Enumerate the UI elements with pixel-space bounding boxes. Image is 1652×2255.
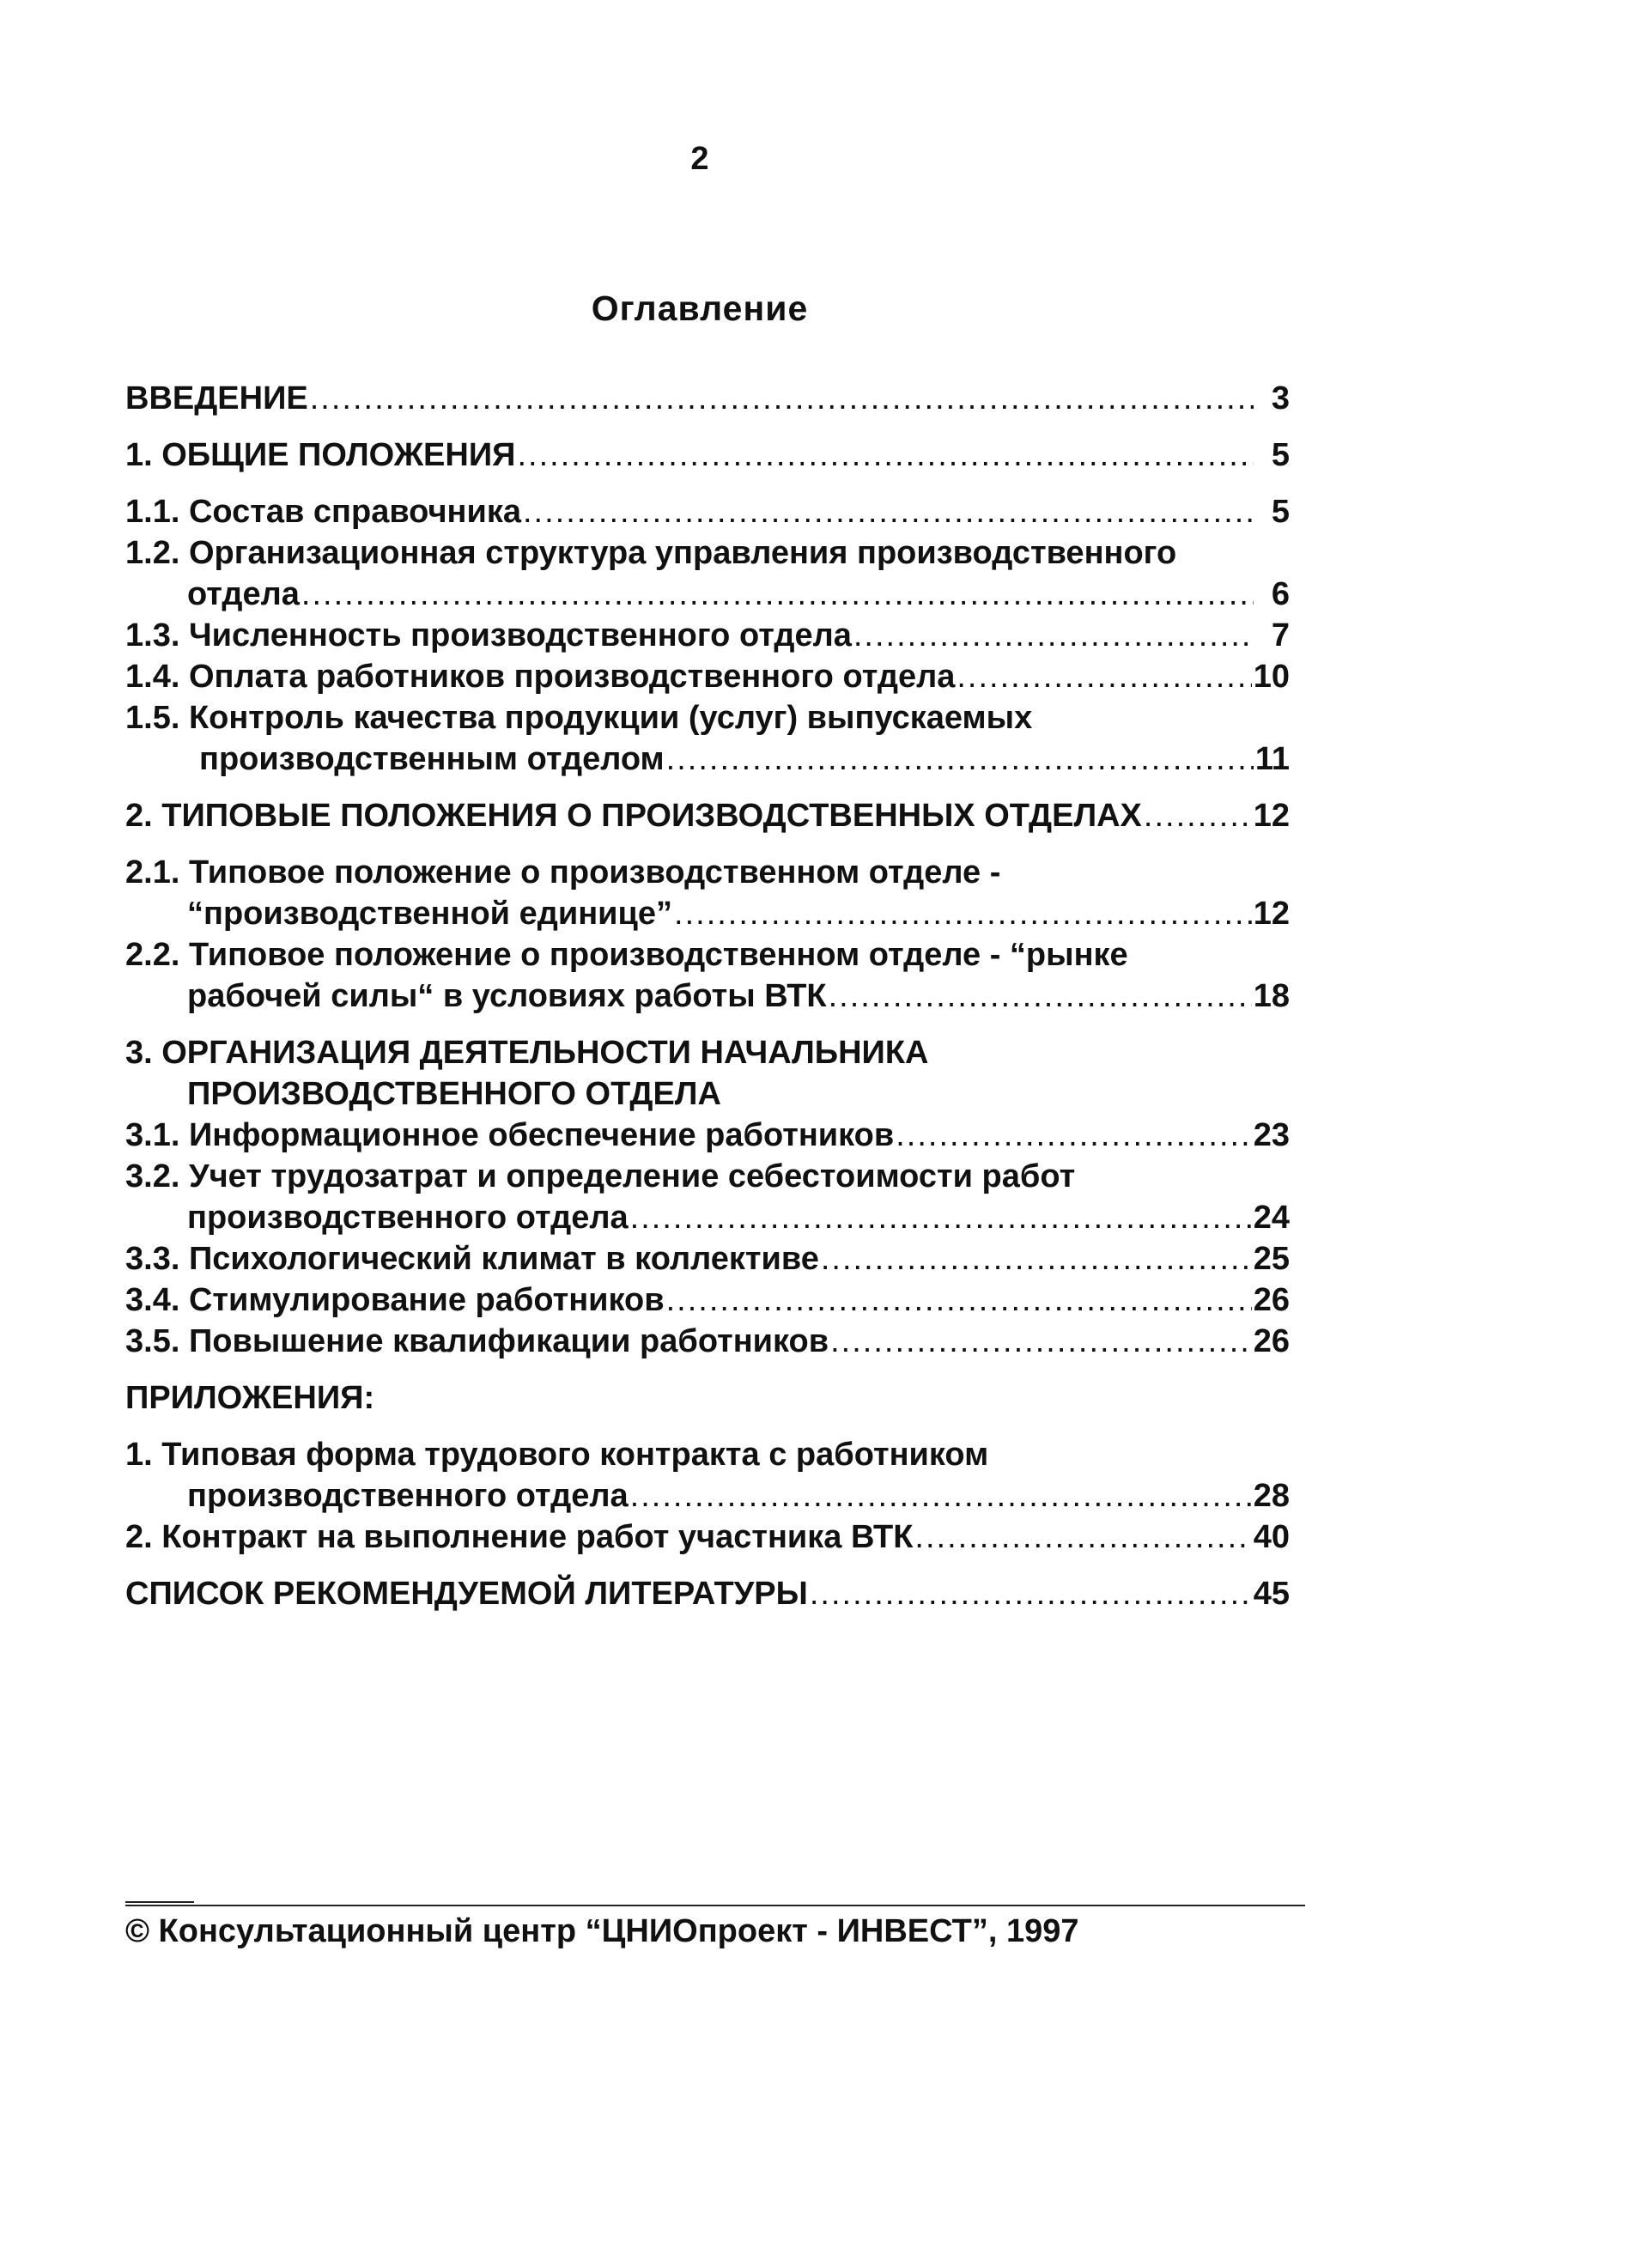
toc-entry-appendices <box>125 1377 1290 1419</box>
toc-page-number: 10 <box>1253 659 1290 695</box>
toc-entry-1-3 <box>125 615 1290 656</box>
toc-entry-1-5 <box>125 697 1290 780</box>
dot-leader <box>821 1238 1252 1279</box>
dot-leader <box>829 976 1252 1017</box>
toc-entry-label: 2.2. Типовое положение о производственном отделе - “рынке <box>125 937 1128 973</box>
toc-entry-label: 1. ОБЩИЕ ПОЛОЖЕНИЯ <box>125 437 516 473</box>
toc-entry-appendix-2 <box>125 1517 1290 1558</box>
toc-page-number: 45 <box>1253 1576 1290 1612</box>
toc-entry-label-continued: отдела <box>187 576 300 612</box>
toc-page-number: 11 <box>1254 741 1290 777</box>
toc-entry-label: 3.2. Учет трудозатрат и определение себестоимости работ <box>125 1158 1076 1194</box>
toc-entry-1-4 <box>125 656 1290 697</box>
toc-entry-label: 2. ТИПОВЫЕ ПОЛОЖЕНИЯ О ПРОИЗВОДСТВЕННЫХ ОТДЕЛАХ <box>125 798 1142 834</box>
toc-entry-section-3 <box>125 1032 1290 1115</box>
toc-entry-label: 1.2. Организационная структура управления производственного <box>125 535 1177 571</box>
toc-entry-3-4 <box>125 1279 1290 1321</box>
toc-entry-2-2 <box>125 934 1290 1017</box>
toc-entry-section-2 <box>125 795 1290 836</box>
toc-page-number: 6 <box>1271 576 1290 612</box>
toc-page-number: 26 <box>1253 1282 1290 1318</box>
dot-leader <box>666 1279 1252 1321</box>
toc-entry-label-continued: ПРОИЗВОДСТВЕННОГО ОТДЕЛА <box>187 1076 721 1112</box>
toc-entry-label: 2. Контракт на выполнение работ участника ВТК <box>125 1519 914 1555</box>
dot-leader <box>853 615 1254 656</box>
toc-page-number: 5 <box>1271 437 1290 473</box>
copyright-notice: © Консультационный центр “ЦНИОпроект - ИНВЕСТ”, 1997 <box>125 1913 1079 1949</box>
toc-page-number: 7 <box>1271 617 1290 653</box>
toc-entry-1-2 <box>125 532 1290 615</box>
toc-entry-appendix-1 <box>125 1434 1290 1517</box>
dot-leader <box>310 378 1254 419</box>
toc-entry-label: 1. Типовая форма трудового контракта с работником <box>125 1437 989 1473</box>
toc-entry-label: 3.1. Информационное обеспечение работников <box>125 1117 895 1153</box>
footer-divider-short <box>125 1901 194 1903</box>
toc-page-number: 3 <box>1271 380 1290 416</box>
toc-entry-label: СПИСОК РЕКОМЕНДУЕМОЙ ЛИТЕРАТУРЫ <box>125 1576 808 1612</box>
toc-entry-label-continued: производственного отдела <box>187 1200 629 1236</box>
toc-entry-label: 1.3. Численность производственного отдела <box>125 617 852 653</box>
toc-entry-3-5 <box>125 1321 1290 1362</box>
dot-leader <box>666 738 1254 780</box>
toc-entry-label: ПРИЛОЖЕНИЯ: <box>125 1380 375 1416</box>
toc-entry-literature <box>125 1573 1290 1614</box>
table-of-contents <box>125 378 1290 1614</box>
toc-entry-label: 3.4. Стимулирование работников <box>125 1282 665 1318</box>
page-title: Оглавление <box>591 289 809 328</box>
dot-leader <box>830 1321 1252 1362</box>
toc-entry-label-continued: производственным отделом <box>199 741 665 777</box>
toc-entry-label: 2.1. Типовое положение о производственном отделе - <box>125 854 1001 890</box>
dot-leader <box>517 435 1254 476</box>
toc-page-number: 12 <box>1253 896 1290 932</box>
toc-entry-3-1 <box>125 1115 1290 1156</box>
dot-leader <box>957 656 1251 697</box>
dot-leader <box>1144 795 1252 836</box>
toc-page-number: 24 <box>1253 1200 1290 1236</box>
toc-page-number: 23 <box>1253 1117 1290 1153</box>
dot-leader <box>523 491 1254 532</box>
dot-leader <box>810 1573 1252 1614</box>
dot-leader <box>630 1475 1252 1517</box>
toc-page-number: 26 <box>1253 1323 1290 1359</box>
toc-entry-label: ВВЕДЕНИЕ <box>125 380 308 416</box>
toc-entry-1-1 <box>125 491 1290 532</box>
dot-leader <box>914 1517 1251 1558</box>
toc-page-number: 28 <box>1253 1478 1290 1514</box>
toc-entry-label: 3.5. Повышение квалификации работников <box>125 1323 829 1359</box>
dot-leader <box>301 574 1254 615</box>
toc-entry-label-continued: “производственной единице” <box>187 896 673 932</box>
dot-leader <box>674 893 1252 934</box>
toc-entry-3-3 <box>125 1238 1290 1279</box>
toc-entry-label-continued: производственного отдела <box>187 1478 629 1514</box>
toc-page-number: 40 <box>1253 1519 1290 1555</box>
toc-page-number: 25 <box>1253 1241 1290 1277</box>
toc-entry-label: 3.3. Психологический климат в коллективе <box>125 1241 819 1277</box>
toc-entry-introduction <box>125 378 1290 419</box>
toc-page-number: 12 <box>1253 798 1290 834</box>
toc-entry-label: 1.5. Контроль качества продукции (услуг) выпускаемых <box>125 700 1033 736</box>
toc-entry-label-continued: рабочей силы“ в условиях работы ВТК <box>187 978 827 1014</box>
dot-leader <box>896 1115 1251 1156</box>
dot-leader <box>630 1197 1252 1238</box>
toc-entry-2-1 <box>125 852 1290 934</box>
toc-page-number: 5 <box>1271 494 1290 530</box>
page-number: 2 <box>690 141 709 177</box>
toc-page-number: 18 <box>1253 978 1290 1014</box>
toc-entry-label: 1.4. Оплата работников производственного отдела <box>125 659 956 695</box>
toc-entry-3-2 <box>125 1156 1290 1238</box>
toc-entry-section-1 <box>125 435 1290 476</box>
toc-entry-label: 1.1. Состав справочника <box>125 494 521 530</box>
toc-entry-label: 3. ОРГАНИЗАЦИЯ ДЕЯТЕЛЬНОСТИ НАЧАЛЬНИКА <box>125 1035 929 1071</box>
footer-divider <box>125 1905 1305 1906</box>
